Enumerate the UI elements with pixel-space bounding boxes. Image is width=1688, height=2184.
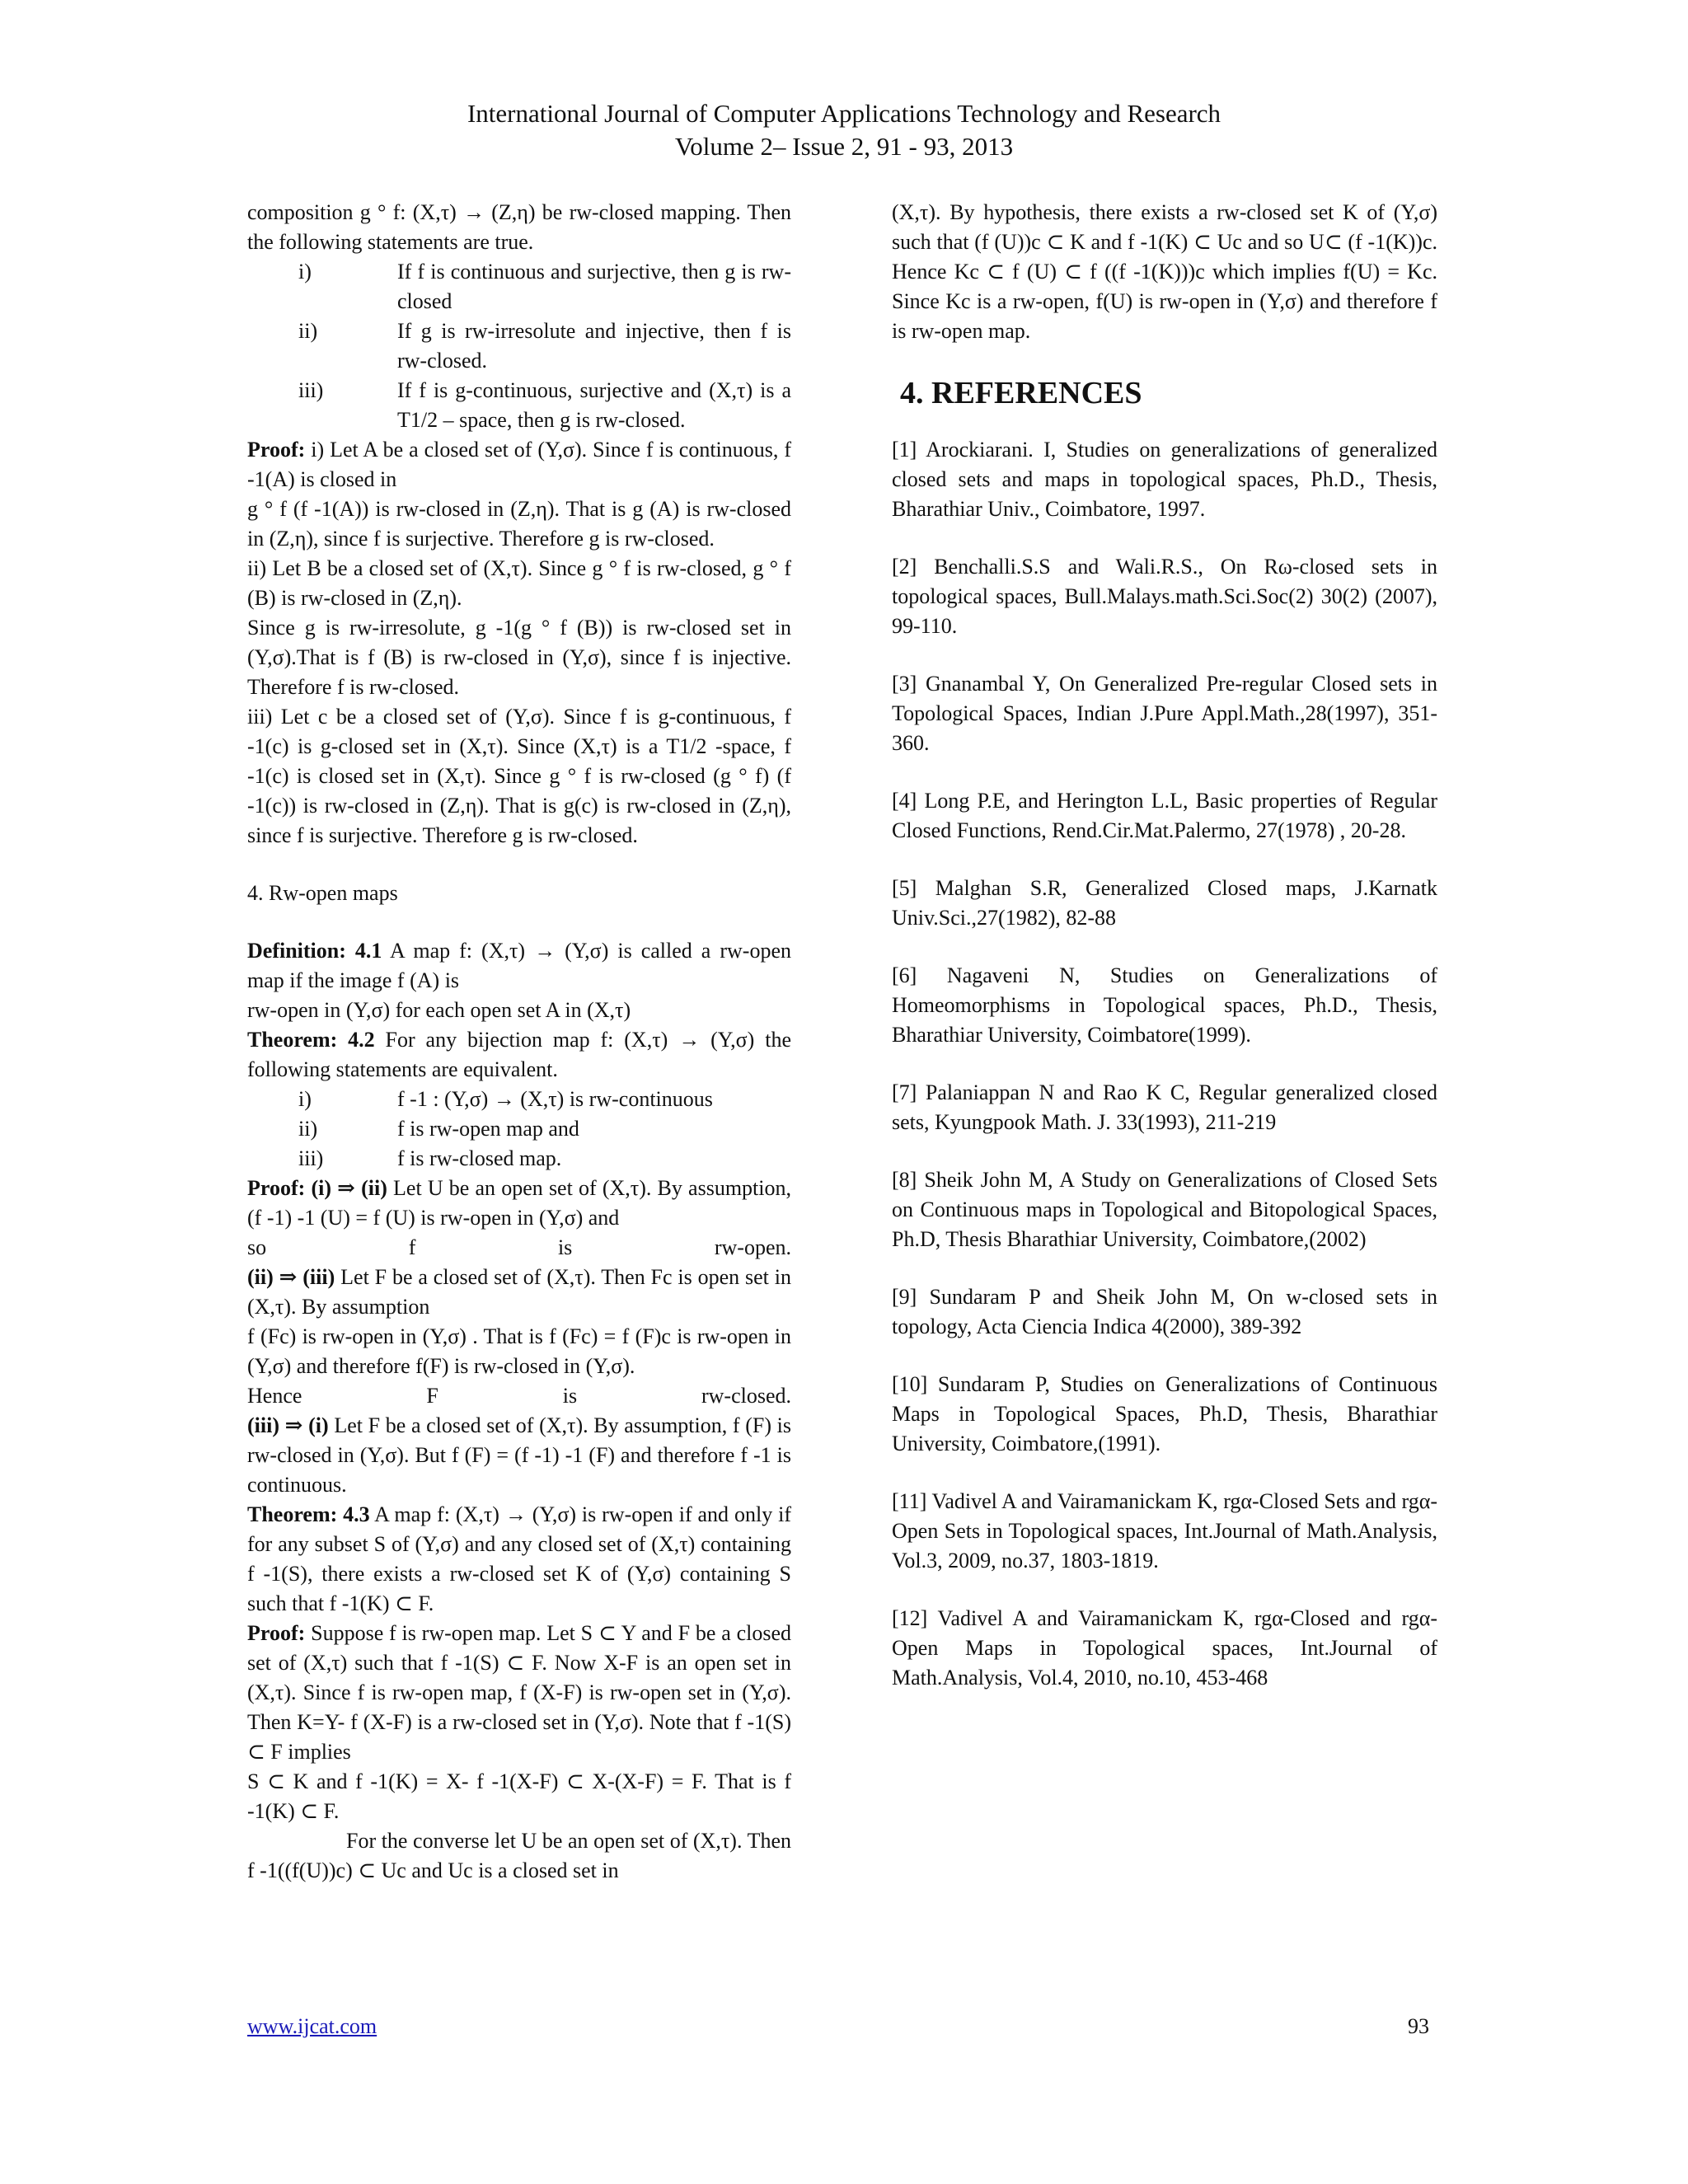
list-item	[247, 1144, 791, 1174]
word: is	[557, 1235, 573, 1259]
theorem-label: Theorem: 4.3	[247, 1502, 370, 1526]
proof-paragraph: iii) Let c be a closed set of (Y,σ). Since f is g-continuous, f -1(c) is g-closed set in (X,τ). Since (X,τ) is a T1/2 -space, f -1(c) is closed set in (X,τ). Since g ° f is rw-closed (g ° f) (f -1(c)) is rw-closed in (Z,η). That is g(c) is rw-closed in (Z,η), since f is surjective. Therefore g is rw-closed.	[247, 705, 791, 847]
proof-label: Proof:	[247, 1621, 306, 1645]
proof-text: Let F be a closed set of (X,τ). By assumption, f (F) is rw-closed in (Y,σ). But f (F) = (f -1) -1 (F) and therefore f -1 is continuous.	[247, 1413, 792, 1497]
reference-item: [6] Nagaveni N, Studies on Generalizations of Homeomorphisms in Topological spaces, Ph.D., Thesis, Bharathiar University, Coimbatore(1999).	[892, 963, 1437, 1047]
reference-list	[892, 435, 1437, 1693]
word: is	[562, 1384, 578, 1408]
proof-paragraph: For the converse let U be an open set of (X,τ). Then f -1((f(U))c) ⊂ Uc and Uc is a closed set in	[247, 1829, 791, 1882]
proof-label: Proof: (i) ⇒ (ii)	[247, 1176, 387, 1200]
list-number: ii)	[298, 319, 318, 343]
proof-paragraph	[247, 1263, 791, 1322]
word: F	[426, 1384, 438, 1408]
proof-paragraph	[247, 1174, 791, 1233]
proof-line	[247, 1381, 791, 1411]
proof-continuation: (X,τ). By hypothesis, there exists a rw-closed set K of (Y,σ) such that (f (U))c ⊂ K and f -1(K) ⊂ Uc and so U⊂ (f -1(K))c. Hence Kc ⊂ f (U) ⊂ f ((f -1(K)))c which implies f(U) = Kc. Since Kc is a rw-open, f(U) is rw-open in (Y,σ) and therefore f is rw-open map.	[892, 200, 1437, 343]
reference-item: [11] Vadivel A and Vairamanickam K, rgα-Closed Sets and rgα-Open Sets in Topological spaces, Int.Journal of Math.Analysis, Vol.3, 2009, no.37, 1803-1819.	[892, 1489, 1437, 1572]
proof-paragraph: S ⊂ K and f -1(K) = X- f -1(X-F) ⊂ X-(X-F) = F. That is f -1(K) ⊂ F.	[247, 1769, 791, 1823]
statement-list	[247, 1085, 791, 1174]
proof-paragraph: ii) Let B be a closed set of (X,τ). Since g ° f is rw-closed, g ° f (B) is rw-closed in (Z,η).	[247, 556, 791, 610]
proof-text: Suppose f is rw-open map. Let S ⊂ Y and F be a closed set of (X,τ) such that f -1(S) ⊂ F. Now X-F is an open set in (X,τ). Since f is rw-open map, f (X-F) is rw-open set in (Y,σ). Then K=Y- f (X-F) is a rw-closed set in (Y,σ). Note that f -1(S) ⊂ F implies	[247, 1621, 791, 1764]
definition-paragraph	[247, 936, 791, 996]
proof-text: i) Let A be a closed set of (Y,σ). Since f is continuous, f -1(A) is closed in	[247, 438, 792, 491]
list-text: f is rw-closed map.	[397, 1146, 562, 1170]
list-number: i)	[298, 1087, 312, 1111]
theorem-text: A map f: (X,τ) → (Y,σ) is rw-open if and only if for any subset S of (Y,σ) and any closed set of (X,τ) containing f -1(S), there exists a rw-closed set K of (Y,σ) containing S such that f -1(K) ⊂ F.	[247, 1502, 791, 1615]
proof-paragraph: Since g is rw-irresolute, g -1(g ° f (B)) is rw-closed set in (Y,σ).That is f (B) is rw-closed in (Y,σ), since f is injective. Therefore f is rw-closed.	[247, 616, 791, 699]
word: rw-closed.	[701, 1384, 791, 1408]
reference-item: [1] Arockiarani. I, Studies on generalizations of generalized closed sets and maps in topological spaces, Ph.D., Thesis, Bharathiar Univ., Coimbatore, 1997.	[892, 438, 1437, 521]
list-item	[247, 1085, 791, 1114]
proof-label: (ii) ⇒ (iii)	[247, 1265, 335, 1289]
theorem-label: Theorem: 4.2	[247, 1028, 375, 1052]
reference-item: [9] Sundaram P and Sheik John M, On w-closed sets in topology, Acta Ciencia Indica 4(2000), 389-392	[892, 1285, 1437, 1338]
proof-paragraph: g ° f (f -1(A)) is rw-closed in (Z,η). That is g (A) is rw-closed in (Z,η), since f is surjective. Therefore g is rw-closed.	[247, 497, 791, 551]
theorem-paragraph	[247, 1500, 791, 1619]
reference-item: [12] Vadivel A and Vairamanickam K, rgα-Closed and rgα-Open Maps in Topological spaces, Int.Journal of Math.Analysis, Vol.4, 2010, no.10, 453-468	[892, 1606, 1437, 1690]
theorem-intro: composition g ° f: (X,τ) → (Z,η) be rw-closed mapping. Then the following statements are true.	[247, 200, 791, 254]
proof-paragraph	[247, 435, 791, 494]
journal-header	[0, 97, 1688, 163]
list-item	[247, 257, 791, 316]
list-text: If g is rw-irresolute and injective, then f is rw-closed.	[397, 319, 791, 373]
reference-item: [10] Sundaram P, Studies on Generalizations of Continuous Maps in Topological Spaces, Ph.D, Thesis, Bharathiar University, Coimbatore,(1991).	[892, 1372, 1437, 1455]
journal-website-link[interactable]: www.ijcat.com	[247, 2014, 377, 2038]
section-title: 4. Rw-open maps	[247, 881, 398, 905]
theorem-paragraph	[247, 1025, 791, 1085]
statement-list	[247, 257, 791, 435]
page-number: 93	[1408, 2014, 1429, 2038]
list-number: iii)	[298, 378, 324, 402]
reference-item: [2] Benchalli.S.S and Wali.R.S., On Rω-closed sets in topological spaces, Bull.Malays.math.Sci.Soc(2) 30(2) (2007), 99-110.	[892, 555, 1437, 638]
definition-paragraph: rw-open in (Y,σ) for each open set A in (X,τ)	[247, 998, 631, 1022]
word: f	[408, 1235, 416, 1259]
definition-text: A map f: (X,τ) → (Y,σ) is called a rw-open map if the image f (A) is	[247, 939, 791, 992]
reference-item: [7] Palaniappan N and Rao K C, Regular generalized closed sets, Kyungpook Math. J. 33(1993), 211-219	[892, 1080, 1437, 1134]
list-item	[247, 376, 791, 435]
list-item	[247, 316, 791, 376]
right-column	[892, 198, 1437, 1721]
word: rw-open.	[714, 1235, 792, 1259]
word: Hence	[247, 1384, 302, 1408]
proof-label: (iii) ⇒ (i)	[247, 1413, 329, 1437]
proof-text: Let U be an open set of (X,τ). By assumption, (f -1) -1 (U) = f (U) is rw-open in (Y,σ) and	[247, 1176, 791, 1230]
list-text: If f is continuous and surjective, then g is rw-closed	[397, 260, 791, 313]
journal-volume: Volume 2– Issue 2, 91 - 93, 2013	[674, 132, 1014, 161]
journal-title: International Journal of Computer Applications Technology and Research	[467, 99, 1221, 128]
reference-item: [3] Gnanambal Y, On Generalized Pre-regular Closed sets in Topological Spaces, Indian J.Pure Appl.Math.,28(1997), 351-360.	[892, 672, 1437, 755]
list-text: If f is g-continuous, surjective and (X,τ) is a T1/2 – space, then g is rw-closed.	[397, 378, 791, 432]
list-number: i)	[298, 260, 312, 284]
list-text: f -1 : (Y,σ) → (X,τ) is rw-continuous	[397, 1087, 713, 1111]
proof-text: Let F be a closed set of (X,τ). Then Fc is open set in (X,τ). By assumption	[247, 1265, 791, 1319]
list-number: iii)	[298, 1146, 324, 1170]
proof-paragraph	[247, 1619, 791, 1767]
proof-label: Proof:	[247, 438, 306, 462]
reference-item: [5] Malghan S.R, Generalized Closed maps, J.Karnatk Univ.Sci.,27(1982), 82-88	[892, 876, 1437, 930]
list-number: ii)	[298, 1117, 318, 1141]
definition-label: Definition: 4.1	[247, 939, 382, 963]
proof-line	[247, 1233, 791, 1263]
left-column	[247, 198, 791, 1886]
reference-item: [4] Long P.E, and Herington L.L, Basic properties of Regular Closed Functions, Rend.Cir.Mat.Palermo, 27(1978) , 20-28.	[892, 789, 1437, 842]
list-text: f is rw-open map and	[397, 1117, 579, 1141]
reference-item: [8] Sheik John M, A Study on Generalizations of Closed Sets on Continuous maps in Topological and Bitopological Spaces, Ph.D, Thesis Bharathiar University, Coimbatore,(2002)	[892, 1168, 1437, 1251]
proof-paragraph	[247, 1411, 791, 1500]
theorem-text: For any bijection map f: (X,τ) → (Y,σ) the following statements are equivalent.	[247, 1028, 791, 1081]
word: so	[247, 1235, 267, 1259]
list-item	[247, 1114, 791, 1144]
references-heading: 4. REFERENCES	[900, 376, 1142, 410]
proof-paragraph: f (Fc) is rw-open in (Y,σ) . That is f (Fc) = f (F)c is rw-open in (Y,σ) and therefore f(F) is rw-closed in (Y,σ).	[247, 1324, 791, 1378]
